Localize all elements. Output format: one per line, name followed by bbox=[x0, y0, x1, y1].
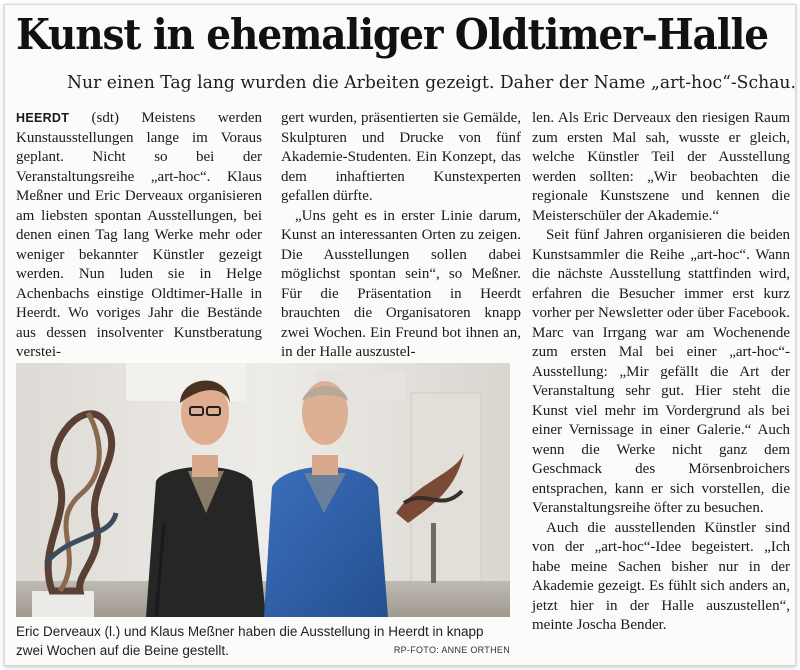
paragraph: gert wurden, präsentierten sie Gemälde, Skulpturen und Drucke von fünf Akademie-Studenten. Ein Konzept, das dem inhaftierten Kunstexperten gefallen dürfte. bbox=[281, 110, 521, 204]
paragraph: „Uns geht es in erster Linie darum, Kunst an interessanten Orten zu zeigen. Die Ausstellungen sollen dabei möglichst spontan sein“, so Meßner. Für die Präsentation in Heerdt brauchten die Organisatoren knapp zwei Wochen. Ein Freund bot ihnen an, in der Halle auszustel- bbox=[281, 207, 521, 360]
article-column-1 bbox=[16, 109, 262, 363]
newspaper-clipping bbox=[4, 4, 796, 666]
paragraph: len. Als Eric Derveaux den riesigen Raum zum ersten Mal sah, wusste er gleich, welche Künstler Teil der Ausstellung werden sollten: „Wir beobachten die regionale Kunstszene und kennen die Meisterschüler der Akademie.“ bbox=[532, 110, 790, 224]
photo-caption: Eric Derveaux (l.) und Klaus Meßner haben die Ausstellung in Heerdt in knapp zwei Wochen auf die Beine gestellt. bbox=[16, 624, 484, 658]
subheadline: Nur einen Tag lang wurden die Arbeiten gezeigt. Daher der Name „art-hoc“-Schau. bbox=[67, 72, 796, 93]
paragraph: Auch die ausstellenden Künstler sind von der „art-hoc“-Idee begeistert. „Ich habe meine Sachen bisher nur in der Akademie gezeigt. Es fühlt sich anders an, jetzt hier in der Halle auszustellen“, meinte Joscha Bender. bbox=[532, 519, 790, 633]
headline: Kunst in ehemaliger Oldtimer-Halle bbox=[16, 10, 768, 59]
lead-paragraph bbox=[16, 109, 262, 363]
article-column-2 bbox=[281, 109, 521, 363]
photo-caption-block bbox=[16, 622, 510, 660]
paragraph: Seit fünf Jahren organisieren die beiden Kunstsammler die Reihe „art-hoc“. Wann die nächste Ausstellung stattfinden wird, erfahren die Besucher immer erst kurz vorher per Newsletter oder über Facebook. Marc van Irrgang war am Wochenende zum ersten Mal bei einer „art-hoc“-Ausstellung: „Mir gefällt die Art der Veranstaltung sehr gut. Hier steht die Kunst viel mehr im Vordergrund als bei einer Vernissage in einer Galerie.“ Auch wenn die Werke nicht ganz dem Geschmack des Mörsenbroichers entsprachen, kann er sich vorstellen, die Veranstaltungsreihe öfter zu besuchen. bbox=[532, 227, 790, 516]
article-column-3 bbox=[532, 109, 790, 636]
article-photo bbox=[16, 363, 510, 617]
lead-text: (sdt) Meistens werden Kunstausstellungen lange im Voraus geplant. Nicht so bei der Veranstaltungsreihe „art-hoc“. Klaus Meßner und Eric Derveaux organisieren am liebsten spontan Ausstellungen, bei denen einen Tag lang Werke mehr oder weniger bekannter Künstler gezeigt werden. Nun luden sie in Helge Achenbachs einstige Oldtimer-Halle in Heerdt. Wo voriges Jahr die Bestände aus dessen insolventer Kunstberatung verstei- bbox=[16, 110, 262, 360]
photo-credit: RP-FOTO: ANNE ORTHEN bbox=[393, 645, 510, 655]
dateline: HEERDT bbox=[16, 111, 70, 125]
